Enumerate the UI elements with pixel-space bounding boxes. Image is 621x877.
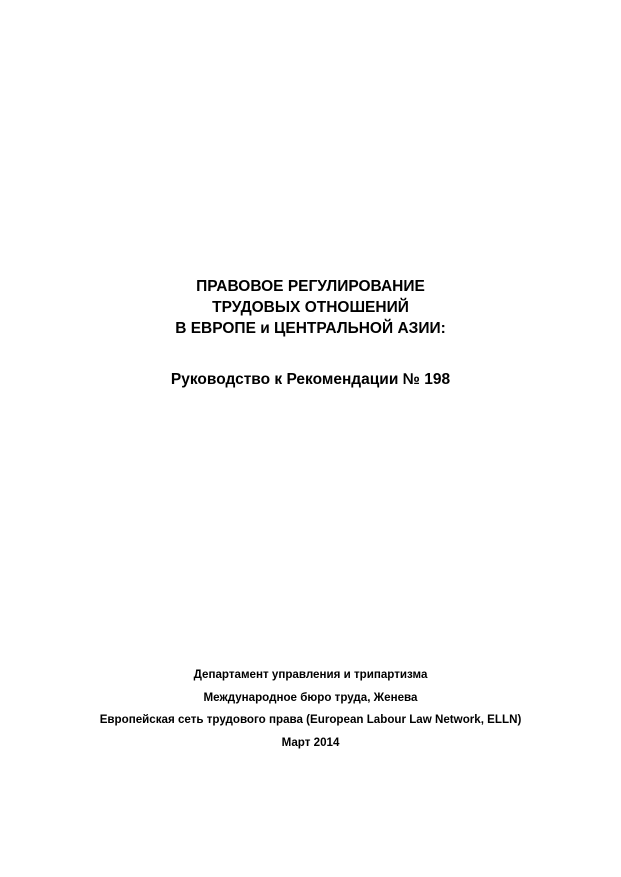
publisher-info (0, 664, 621, 754)
organization-line: Международное бюро труда, Женева (203, 690, 418, 704)
department-line: Департамент управления и трипартизма (193, 668, 428, 681)
title-line-1: ПРАВОВОЕ РЕГУЛИРОВАНИЕ (196, 278, 425, 295)
title-line-3: В ЕВРОПЕ и ЦЕНТРАЛЬНОЙ АЗИИ: (175, 320, 446, 337)
date-line: Март 2014 (281, 735, 340, 749)
document-title (0, 276, 621, 339)
network-line: Европейская сеть трудового права (European Labour Law Network, ELLN) (99, 713, 522, 726)
title-line-2: ТРУДОВЫХ ОТНОШЕНИЙ (212, 299, 409, 316)
document-subtitle: Руководство к Рекомендации № 198 (170, 371, 451, 388)
